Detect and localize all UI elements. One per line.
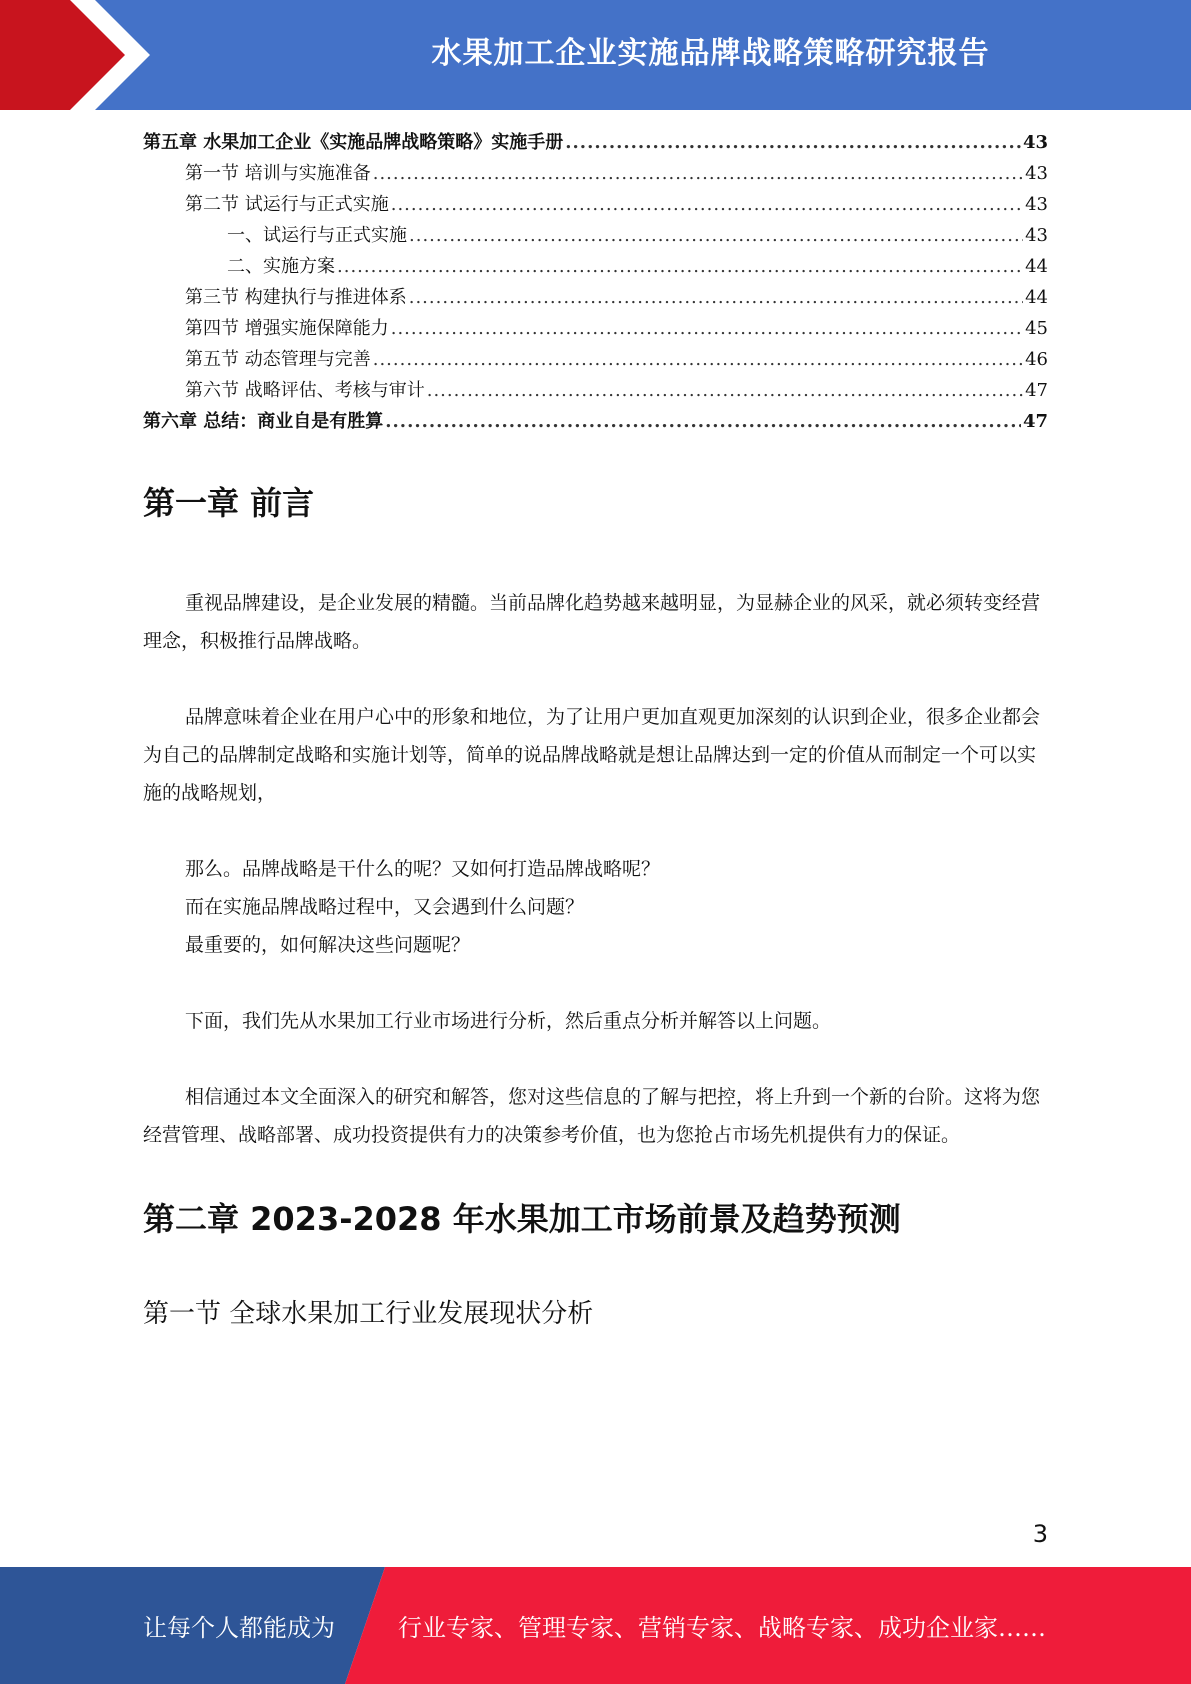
- toc-entry-page: 44: [1025, 256, 1048, 277]
- toc-entry-page: 43: [1025, 163, 1048, 184]
- toc-entry-label: 第四节 增强实施保障能力: [185, 318, 389, 339]
- section-heading: 第一节 全球水果加工行业发展现状分析: [143, 1299, 594, 1329]
- toc-entry[interactable]: [143, 283, 1048, 314]
- toc-entry-label: 第三节 构建执行与推进体系: [185, 287, 407, 308]
- toc-entry-label: 第六章 总结：商业自是有胜算: [143, 411, 384, 432]
- toc-entry[interactable]: [143, 128, 1048, 159]
- toc-entry-page: 47: [1025, 380, 1048, 401]
- body-paragraph: 相信通过本文全面深入的研究和解答，您对这些信息的了解与把控，将上升到一个新的台阶。这将为您经营管理、战略部署、成功投资提供有力的决策参考价值，也为您抢占市场先机提供有力的保证。: [143, 1086, 1041, 1146]
- footer-slogan-left: 让每个人都能成为: [143, 1614, 335, 1642]
- table-of-contents: [143, 128, 1048, 438]
- footer-slogan-right: 行业专家、管理专家、营销专家、战略专家、成功企业家……: [398, 1614, 1046, 1642]
- toc-entry[interactable]: [143, 376, 1048, 407]
- report-title: 水果加工企业实施品牌战略策略研究报告: [431, 36, 990, 71]
- toc-leader: [385, 411, 1021, 432]
- toc-entry-page: 44: [1025, 287, 1048, 308]
- toc-entry-page: 47: [1022, 411, 1048, 432]
- question-line: 那么。品牌战略是干什么的呢？又如何打造品牌战略呢？: [185, 858, 661, 880]
- toc-entry-label: 二、实施方案: [227, 256, 335, 277]
- toc-entry-label: 一、试运行与正式实施: [227, 225, 407, 246]
- toc-leader: [391, 194, 1023, 215]
- toc-entry-page: 46: [1025, 349, 1048, 370]
- toc-entry-label: 第五节 动态管理与完善: [185, 349, 371, 370]
- toc-entry-label: 第一节 培训与实施准备: [185, 163, 371, 184]
- toc-leader: [373, 349, 1023, 370]
- toc-leader: [565, 132, 1021, 153]
- question-line: 最重要的，如何解决这些问题呢？: [185, 934, 471, 956]
- toc-entry-label: 第二节 试运行与正式实施: [185, 194, 389, 215]
- chapter-2-heading: 第二章 2023-2028 年水果加工市场前景及趋势预测: [143, 1200, 901, 1238]
- toc-leader: [409, 225, 1023, 246]
- chapter-1-heading: 第一章 前言: [143, 484, 315, 522]
- toc-leader: [409, 287, 1023, 308]
- toc-entry-label: 第六节 战略评估、考核与审计: [185, 380, 425, 401]
- toc-entry[interactable]: [143, 252, 1048, 283]
- toc-leader: [427, 380, 1023, 401]
- toc-entry[interactable]: [143, 159, 1048, 190]
- toc-entry[interactable]: [143, 190, 1048, 221]
- toc-entry-page: 43: [1022, 132, 1048, 153]
- question-line: 而在实施品牌战略过程中，又会遇到什么问题？: [185, 896, 585, 918]
- document-body: [143, 478, 1048, 1334]
- toc-entry[interactable]: [143, 221, 1048, 252]
- body-paragraph: 重视品牌建设，是企业发展的精髓。当前品牌化趋势越来越明显，为显赫企业的风采，就必须转变经营理念，积极推行品牌战略。: [143, 592, 1041, 652]
- toc-entry-page: 43: [1025, 194, 1048, 215]
- toc-leader: [337, 256, 1023, 277]
- page-footer: [0, 1567, 1191, 1684]
- body-paragraph: 下面，我们先从水果加工行业市场进行分析，然后重点分析并解答以上问题。: [185, 1010, 832, 1032]
- toc-entry[interactable]: [143, 345, 1048, 376]
- toc-entry[interactable]: [143, 314, 1048, 345]
- header-chevron-shape: [0, 0, 160, 110]
- toc-entry[interactable]: [143, 407, 1048, 438]
- page-number: 3: [1032, 1520, 1048, 1548]
- toc-entry-label: 第五章 水果加工企业《实施品牌战略策略》实施手册: [143, 132, 564, 153]
- toc-leader: [391, 318, 1023, 339]
- toc-entry-page: 45: [1025, 318, 1048, 339]
- toc-leader: [373, 163, 1023, 184]
- toc-entry-page: 43: [1025, 225, 1048, 246]
- page-header: [0, 0, 1191, 110]
- body-paragraph: 品牌意味着企业在用户心中的形象和地位，为了让用户更加直观更加深刻的认识到企业，很多企业都会为自己的品牌制定战略和实施计划等，简单的说品牌战略就是想让品牌达到一定的价值从而制定一个可以实施的战略规划，: [143, 706, 1041, 804]
